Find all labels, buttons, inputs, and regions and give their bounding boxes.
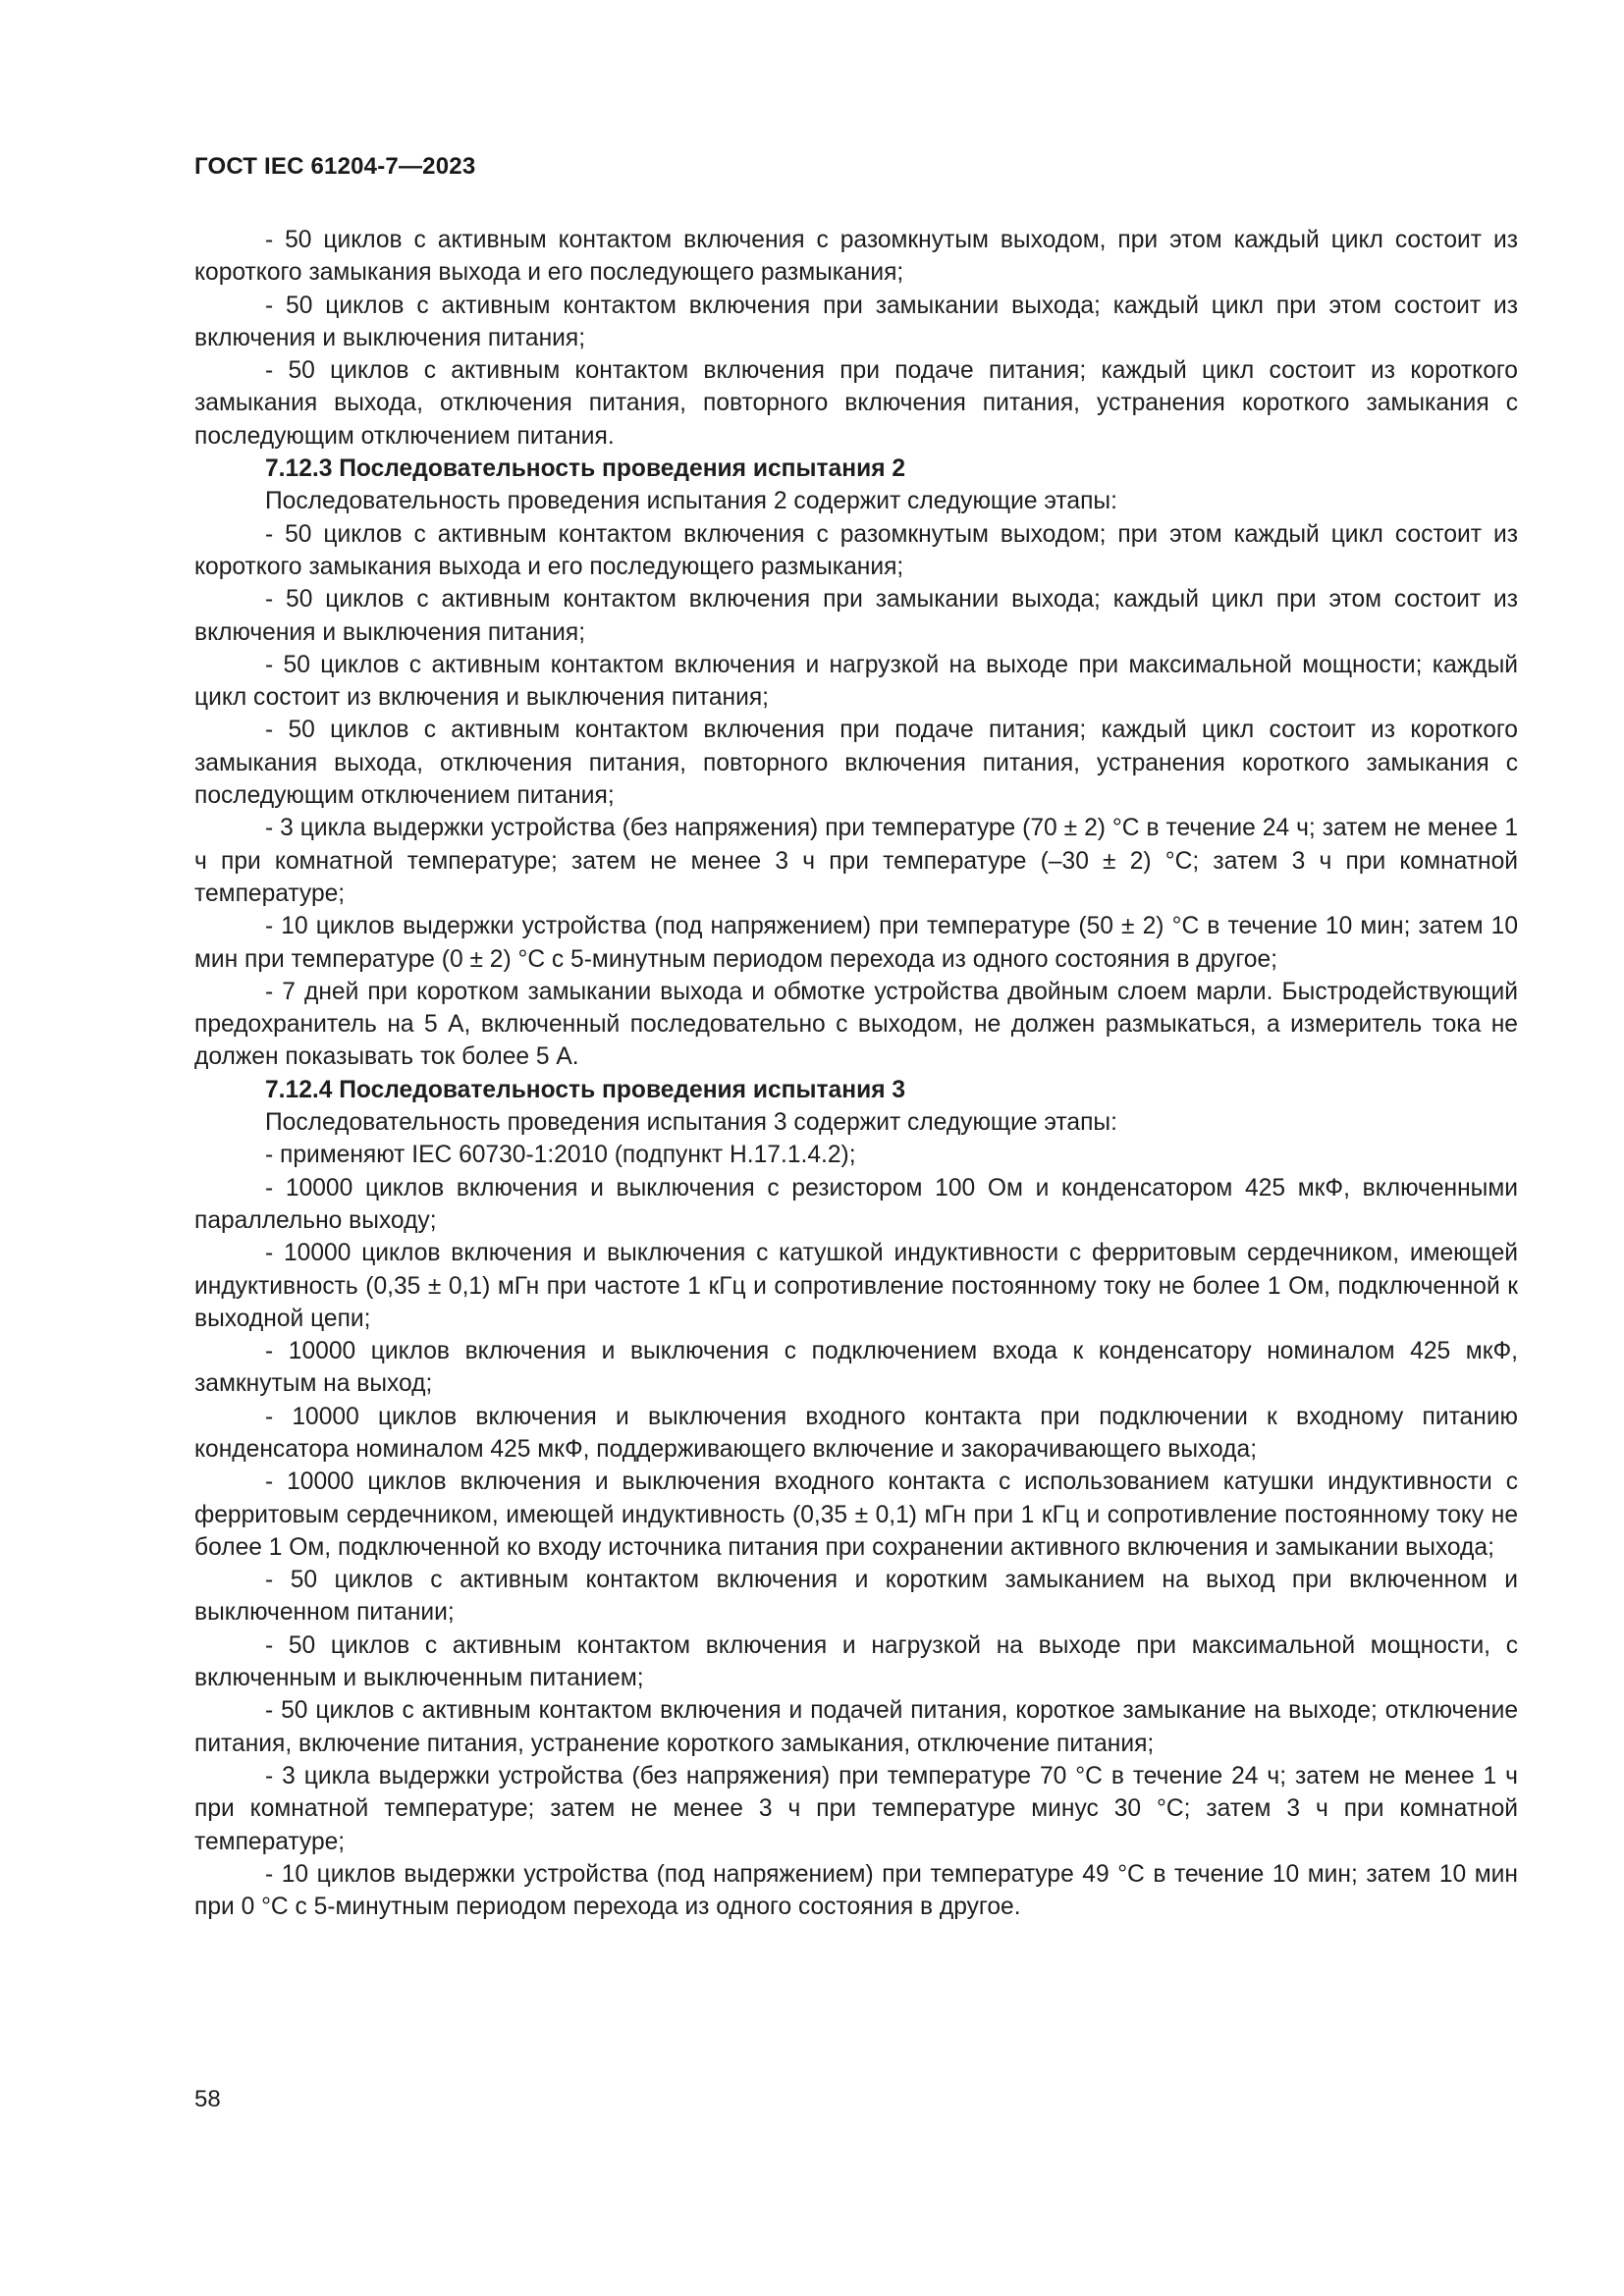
list-item: - 3 цикла выдержки устройства (без напряжения) при температуре 70 °С в течение 24 ч; затем не менее 1 ч при комнатной температуре; затем не менее 3 ч при температуре минус 30 °С; затем 3 ч при комнатной температуре; (194, 1762, 1518, 1855)
page-number: 58 (194, 2086, 221, 2112)
list-item: - 10000 циклов включения и выключения входного контакта при подключении к входному питанию конденсатора номиналом 425 мкФ, поддерживающего включение и закорачивающего выхода; (194, 1403, 1518, 1463)
list-item: - 50 циклов с активным контактом включения и коротким замыканием на выход при включенном и выключенном питании; (194, 1567, 1518, 1627)
list-item: - применяют IEC 60730-1:2010 (подпункт H.17.1.4.2); (265, 1142, 856, 1169)
list-item: - 50 циклов с активным контактом включения при подаче питания; каждый цикл состоит из короткого замыкания выхода, отключения питания, повторного включения питания, устранения короткого замыкания с последующим отключением питания; (194, 717, 1518, 810)
list-item: - 50 циклов с активным контактом включения с разомкнутым выходом, при этом каждый цикл состоит из короткого замыкания выхода и его последующего размыкания; (194, 227, 1518, 287)
list-item: - 10000 циклов включения и выключения с подключением входа к конденсатору номиналом 425 мкФ, замкнутым на выход; (194, 1338, 1518, 1398)
section-heading: 7.12.3 Последовательность проведения испытания 2 (265, 455, 906, 483)
section-heading: 7.12.4 Последовательность проведения испытания 3 (265, 1076, 906, 1103)
list-item: - 50 циклов с активным контактом включения и нагрузкой на выходе при максимальной мощности, с включенным и выключенным питанием; (194, 1631, 1518, 1692)
paragraph: Последовательность проведения испытания 3 содержит следующие этапы: (265, 1109, 1117, 1137)
list-item: - 10000 циклов включения и выключения с резистором 100 Ом и конденсатором 425 мкФ, включенными параллельно выходу; (194, 1174, 1518, 1234)
list-item: - 50 циклов с активным контактом включения с разомкнутым выходом; при этом каждый цикл состоит из короткого замыкания выхода и его последующего размыкания; (194, 520, 1518, 580)
list-item: - 50 циклов с активным контактом включения и нагрузкой на выходе при максимальной мощности; каждый цикл состоит из включения и выключения питания; (194, 651, 1518, 712)
list-item: - 10 циклов выдержки устройства (под напряжением) при температуре (50 ± 2) °С в течение 10 мин; затем 10 мин при температуре (0 ± 2) °С с 5-минутным периодом перехода из одного состояния в другое; (194, 913, 1518, 973)
list-item: - 50 циклов с активным контактом включения при замыкании выхода; каждый цикл при этом состоит из включения и выключения питания; (194, 292, 1518, 351)
document-body (194, 224, 1518, 1923)
list-item: - 10000 циклов включения и выключения с катушкой индуктивности с ферритовым сердечником, имеющей индуктивность (0,35 ± 0,1) мГн при частоте 1 кГц и сопротивление постоянному току не более 1 Ом, подключенной к выходной цепи; (194, 1240, 1518, 1332)
list-item: - 3 цикла выдержки устройства (без напряжения) при температуре (70 ± 2) °С в течение 24 ч; затем не менее 1 ч при комнатной температуре; затем не менее 3 ч при температуре (–30 ± 2) °С; затем 3 ч при комнатной температуре; (194, 815, 1518, 907)
list-item: - 50 циклов с активным контактом включения при замыкании выхода; каждый цикл при этом состоит из включения и выключения питания; (194, 586, 1518, 646)
list-item: - 50 циклов с активным контактом включения и подачей питания, короткое замыкание на выходе; отключение питания, включение питания, устранение короткого замыкания, отключение питания; (194, 1697, 1518, 1757)
paragraph: Последовательность проведения испытания 2 содержит следующие этапы: (265, 488, 1117, 515)
list-item: - 7 дней при коротком замыкании выхода и обмотке устройства двойным слоем марли. Быстродействующий предохранитель на 5 А, включенный последовательно с выходом, не должен размыкаться, а измеритель тока не должен показывать ток более 5 А. (194, 978, 1518, 1071)
list-item: - 10000 циклов включения и выключения входного контакта с использованием катушки индуктивности с ферритовым сердечником, имеющей индуктивность (0,35 ± 0,1) мГн при 1 кГц и сопротивление постоянному току не более 1 Ом, подключенной ко входу источника питания при сохранении активного включения и замыкании выхода; (194, 1468, 1518, 1561)
document-header: ГОСТ IEC 61204-7—2023 (194, 153, 476, 180)
list-item: - 10 циклов выдержки устройства (под напряжением) при температуре 49 °С в течение 10 мин; затем 10 мин при 0 °С с 5-минутным периодом перехода из одного состояния в другое. (194, 1860, 1518, 1921)
list-item: - 50 циклов с активным контактом включения при подаче питания; каждый цикл состоит из короткого замыкания выхода, отключения питания, повторного включения питания, устранения короткого замыкания с последующим отключением питания. (194, 357, 1518, 450)
